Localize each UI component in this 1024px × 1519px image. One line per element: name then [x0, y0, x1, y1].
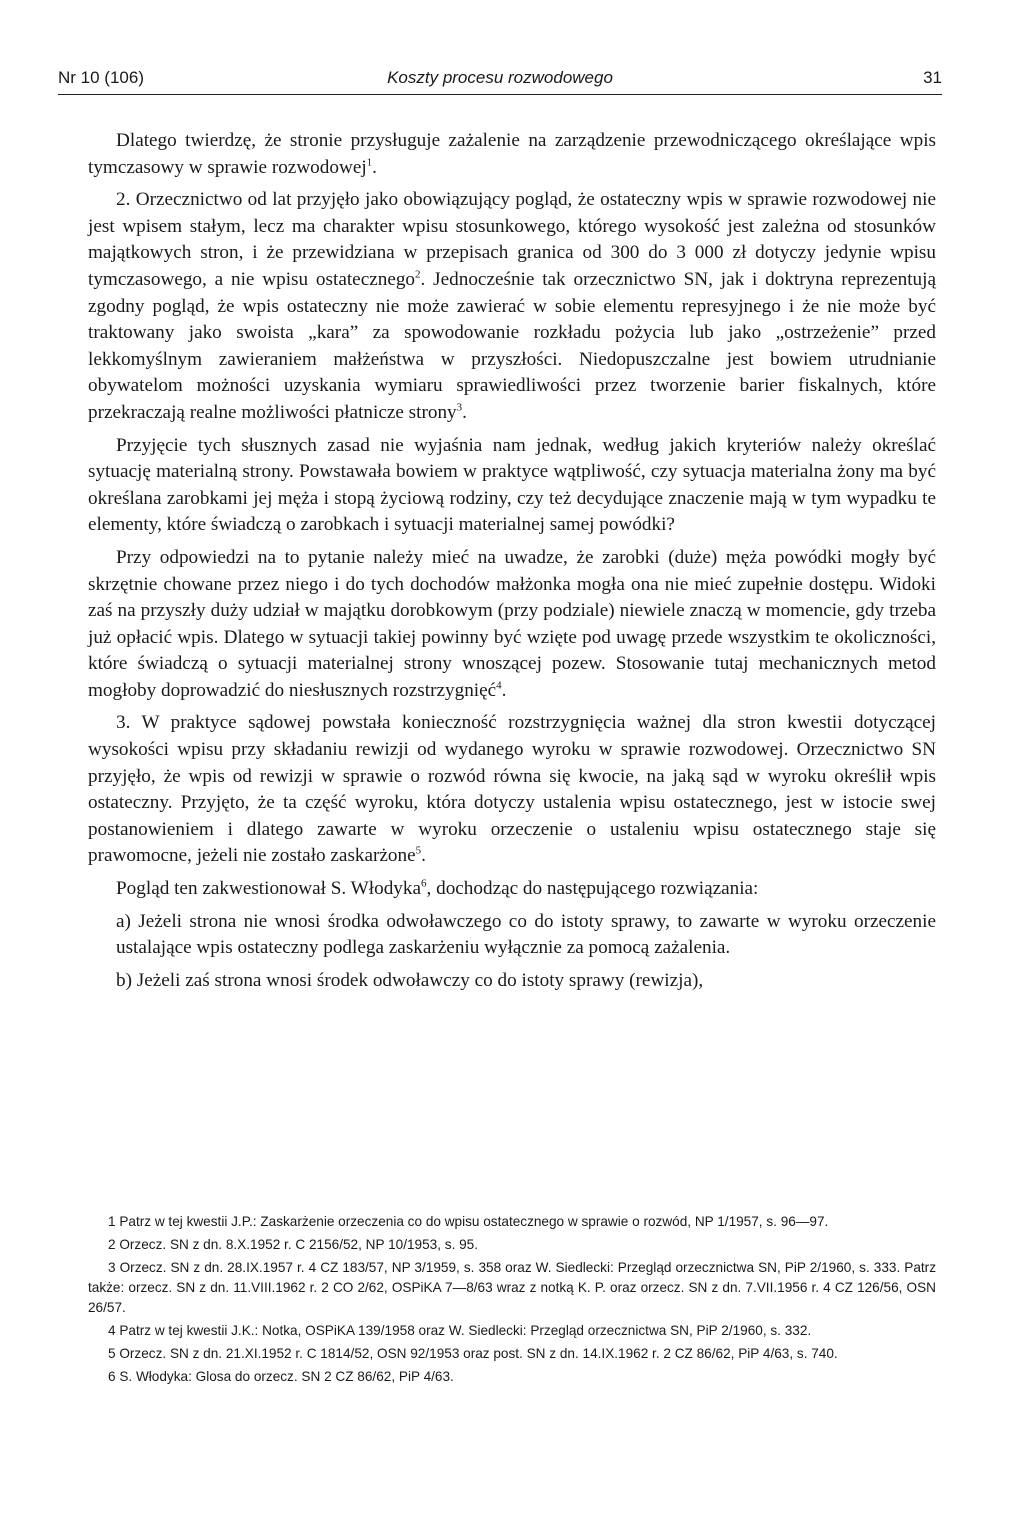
paragraph: Przyjęcie tych słusznych zasad nie wyjaśnia nam jednak, według jakich kryteriów należy określać sytuację materialną strony. Powstawała bowiem w praktyce wątpliwość, czy sytuacja materialna żony ma być określana zarobkami jej męża i stopą życiową rodziny, czy też decydujące znaczenie mają w tym wypadku te elementy, które świadczą o zarobkach i sytuacji materialnej samej powódki?: [88, 434, 936, 536]
footnote: 6 S. Włodyka: Glosa do orzecz. SN 2 CZ 86/62, PiP 4/63.: [108, 1369, 454, 1384]
footnote-ref: 5: [415, 845, 422, 858]
running-header: [58, 64, 942, 95]
footnote-ref: 1: [366, 156, 373, 169]
list-item: a) Jeżeli strona nie wnosi środka odwoławczego co do istoty sprawy, to zawarte w wyroku orzeczenie ustalające wpis ostateczny podlega zaskarżeniu wyłącznie za pomocą zażalenia.: [116, 910, 936, 959]
list-item: b) Jeżeli zaś strona wnosi środek odwoławczy co do istoty sprawy (rewizja),: [116, 969, 704, 991]
footnotes: [88, 1212, 936, 1390]
paragraph: 3. W praktyce sądowej powstała konieczność rozstrzygnięcia ważnej dla stron kwestii dotyczącej wysokości wpisu przy składaniu rewizji od wydanego wyroku w sprawie rozwodowej. Orzecznictwo SN przyjęło, że wpis od rewizji w sprawie o rozwód równa się kwocie, na jaką sąd w wyroku określił wpis ostateczny. Przyjęto, że ta część wyroku, która dotyczy ustalenia wpisu ostatecznego, jest w istocie swej postanowieniem i dlatego zawarte w wyroku orzeczenie o ustaleniu wpisu ostatecznego staje się prawomocne, jeżeli nie zostało zaskarżone$^5$.: [88, 712, 936, 867]
body-text: [88, 128, 936, 1000]
running-title: Koszty procesu rozwodowego: [387, 68, 613, 87]
paragraph: Dlatego twierdzę, że stronie przysługuje zażalenie na zarządzenie przewodniczącego określające wpis tymczasowy w sprawie rozwodowej$^1$.: [88, 130, 936, 178]
footnote-ref: 6: [421, 877, 427, 890]
footnote: 3 Orzecz. SN z dn. 28.IX.1957 r. 4 CZ 183/57, NP 3/1959, s. 358 oraz W. Siedlecki: Przegląd orzecznictwa SN, PiP 2/1960, s. 333. Patrz także: orzecz. SN z dn. 11.VIII.1962 r. 2 CO 2/62, OSPiKA 7—8/63 wraz z notką K. P. oraz orzecz. SN z dn. 7.VII.1956 r. 4 CZ 126/56, OSN 26/57.: [88, 1260, 936, 1315]
issue-number: Nr 10 (106): [58, 68, 144, 87]
footnote-ref: 4: [496, 679, 502, 692]
paragraph: Przy odpowiedzi na to pytanie należy mieć na uwadze, że zarobki (duże) męża powódki mogły być skrzętnie chowane przez niego i do tych dochodów małżonka mogła ona nie mieć zupełnie dostępu. Widoki zaś na przyszły duży udział w majątku dorobkowym (przy podziale) niewiele znaczą w momencie, gdy trzeba już opłacić wpis. Dlatego w sytuacji takiej powinny być wzięte pod uwagę przede wszystkim te okoliczności, które świadczą o sytuacji materialnej strony wnoszącej pozew. Stosowanie tutaj mechanicznych metod mogłoby doprowadzić do niesłusznych rozstrzygnięć$^4$.: [88, 546, 936, 701]
footnote: 5 Orzecz. SN z dn. 21.XI.1952 r. C 1814/52, OSN 92/1953 oraz post. SN z dn. 14.IX.1962 r. 2 CZ 86/62, PiP 4/63, s. 740.: [108, 1346, 838, 1361]
paragraph: 2. Orzecznictwo od lat przyjęło jako obowiązujący pogląd, że ostateczny wpis w sprawie rozwodowej nie jest wpisem stałym, lecz ma charakter wpisu stosunkowego, którego wysokość jest zależna od stosunków majątkowych stron, i że przewidziana w przepisach granica od 300 do 3 000 zł dotyczy jedynie wpisu tymczasowego, a nie wpisu ostatecznego$^2$. Jednocześnie tak orzecznictwo SN, jak i doktryna reprezentują zgodny pogląd, że wpis ostateczny nie może zawierać w sobie elementu represyjnego i że nie może być traktowany jako swoista „kara” za spowodowanie rozkładu pożycia lub jako „ostrzeżenie” przed lekkomyślnym zawieraniem małżeństwa w przyszłości. Niedopuszczalne jest bowiem utrudnianie obywatelom możności uzyskania wymiaru sprawiedliwości przez tworzenie barier fiskalnych, które przekraczają realne możliwości płatnicze strony$^3$.: [88, 189, 937, 423]
footnote: 1 Patrz w tej kwestii J.P.: Zaskarżenie orzeczenia co do wpisu ostatecznego w sprawie o rozwód, NP 1/1957, s. 96—97.: [108, 1214, 829, 1229]
footnote-ref: 3: [456, 401, 463, 414]
footnote: 4 Patrz w tej kwestii J.K.: Notka, OSPiKA 139/1958 oraz W. Siedlecki: Przegląd orzecznictwa SN, PiP 2/1960, s. 332.: [108, 1323, 812, 1338]
footnote: 2 Orzecz. SN z dn. 8.X.1952 r. C 2156/52, NP 10/1953, s. 95.: [108, 1237, 479, 1252]
page-number: 31: [923, 68, 942, 87]
footnote-ref: 2: [415, 268, 421, 281]
paragraph: Pogląd ten zakwestionował S. Włodyka$^6$, dochodząc do następującego rozwiązania:: [116, 877, 759, 900]
